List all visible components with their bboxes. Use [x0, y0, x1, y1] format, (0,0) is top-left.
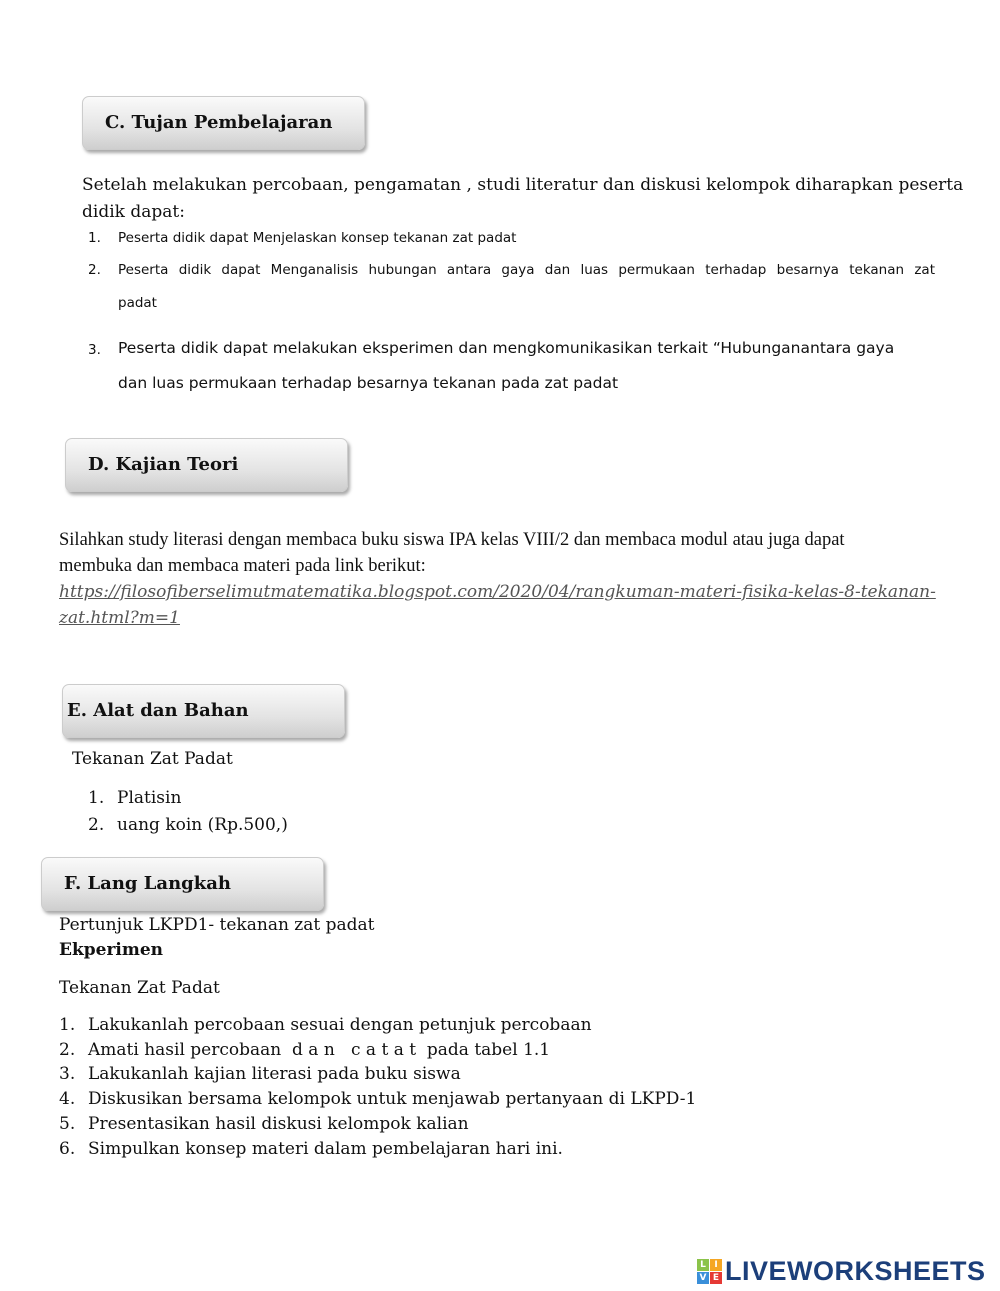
list-number: 4.	[59, 1089, 76, 1109]
list-number: 3.	[59, 1064, 76, 1084]
section-f-bold: Ekperimen	[59, 940, 164, 960]
list-number: 1.	[88, 230, 101, 246]
list-item: Diskusikan bersama kelompok untuk menjawab pertanyaan di LKPD-1	[88, 1089, 697, 1109]
list-item: uang koin (Rp.500,)	[117, 815, 288, 835]
logo-letter: I	[710, 1259, 722, 1271]
list-item-cont: dan luas permukaan terhadap besarnya tekanan pada zat padat	[118, 374, 619, 392]
section-c-intro-cont: didik dapat:	[82, 202, 185, 222]
reference-link-cont[interactable]: zat.html?m=1	[59, 608, 180, 628]
section-d-text-cont: membuka dan membaca materi pada link berikut:	[59, 556, 426, 576]
logo-letter: E	[710, 1272, 722, 1284]
section-d-header: D. Kajian Teori	[65, 438, 348, 492]
list-item: Lakukanlah percobaan sesuai dengan petunjuk percobaan	[88, 1015, 592, 1035]
section-f-subtitle: Tekanan Zat Padat	[59, 978, 220, 998]
list-item: Peserta didik dapat melakukan eksperimen dan mengkomunikasikan terkait “Hubunganantara gaya	[118, 339, 895, 357]
list-item: Peserta didik dapat Menganalisis hubungan antara gaya dan luas permukaan terhadap besarnya tekanan zat	[118, 262, 935, 278]
list-number: 6.	[59, 1139, 76, 1159]
list-item-cont: padat	[118, 295, 157, 311]
logo-text: LIVEWORKSHEETS	[725, 1256, 986, 1286]
list-item: Presentasikan hasil diskusi kelompok kalian	[88, 1114, 469, 1134]
section-c-header: C. Tujan Pembelajaran	[82, 96, 365, 150]
section-d-text: Silahkan study literasi dengan membaca buku siswa IPA kelas VIII/2 dan membaca modul atau juga dapat	[59, 530, 845, 550]
section-f-header: F. Lang Langkah	[41, 857, 324, 911]
list-number: 3.	[88, 342, 101, 358]
logo-cube-icon	[697, 1259, 722, 1284]
list-number: 2.	[59, 1040, 76, 1060]
logo-letter: V	[697, 1272, 709, 1284]
liveworksheets-logo	[697, 1256, 986, 1287]
section-e-subtitle: Tekanan Zat Padat	[72, 749, 233, 769]
list-number: 1.	[88, 788, 105, 808]
list-number: 2.	[88, 262, 101, 278]
list-item: Platisin	[117, 788, 182, 808]
list-item: Lakukanlah kajian literasi pada buku siswa	[88, 1064, 461, 1084]
reference-link[interactable]: https://filosofiberselimutmatematika.blogspot.com/2020/04/rangkuman-materi-fisika-kelas-8-tekanan-	[59, 582, 936, 602]
list-number: 5.	[59, 1114, 76, 1134]
section-f-text: Pertunjuk LKPD1- tekanan zat padat	[59, 915, 375, 935]
list-number: 1.	[59, 1015, 76, 1035]
list-item: Peserta didik dapat Menjelaskan konsep tekanan zat padat	[118, 230, 517, 246]
list-item: Amati hasil percobaan d a n c a t a t pada tabel 1.1	[88, 1040, 551, 1060]
list-item: Simpulkan konsep materi dalam pembelajaran hari ini.	[88, 1139, 563, 1159]
section-e-header: E. Alat dan Bahan	[62, 684, 345, 738]
section-c-intro: Setelah melakukan percobaan, pengamatan , studi literatur dan diskusi kelompok diharapkan peserta	[82, 175, 964, 195]
list-number: 2.	[88, 815, 105, 835]
logo-letter: L	[697, 1259, 709, 1271]
